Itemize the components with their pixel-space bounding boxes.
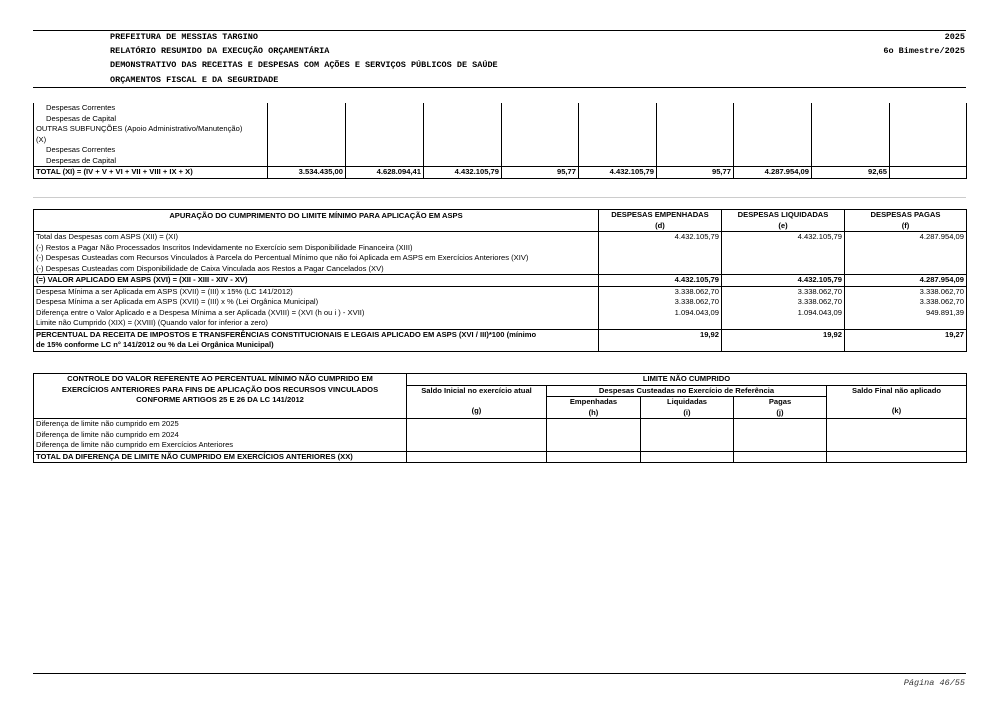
cell: [502, 156, 579, 167]
cell: [812, 156, 890, 167]
cell: [502, 145, 579, 156]
cell-value: 4.432.105,79: [722, 232, 845, 243]
cell: [579, 114, 657, 125]
report-title: RELATÓRIO RESUMIDO DA EXECUÇÃO ORÇAMENTÁRIA: [110, 46, 330, 56]
table-row: [34, 419, 967, 430]
label-line: de 15% conforme LC n° 141/2012 ou % da Lei Orgânica Municipal): [36, 340, 274, 349]
row-label: Diferença de limite não cumprido em Exercícios Anteriores: [34, 440, 407, 451]
percent-row: [34, 329, 967, 351]
table-row: [34, 264, 967, 275]
cell: [812, 124, 890, 135]
year: 2025: [944, 32, 965, 42]
cell: [346, 124, 424, 135]
row-label: [34, 329, 599, 351]
col-label: DESPESAS PAGAS: [870, 210, 941, 219]
col-sub: (e): [778, 220, 788, 230]
cell: [812, 135, 890, 146]
cell: [657, 156, 734, 167]
row-label: OUTRAS SUBFUNÇÕES (Apoio Administrativo/Manutenção): [34, 124, 268, 135]
cell-value: [845, 243, 967, 254]
cell-value: [722, 243, 845, 254]
cell-value: 3.338.062,70: [599, 286, 722, 297]
cell-value: 4.432.105,79: [722, 275, 845, 287]
cell: [268, 156, 346, 167]
row-label: Diferença entre o Valor Aplicado e a Despesa Mínima a ser Aplicada (XVIII) = (XVI (h ou i ) - XVII): [34, 308, 599, 319]
cell: [424, 103, 502, 114]
divider: [33, 197, 966, 198]
cell-value: [845, 253, 967, 264]
label-line: PERCENTUAL DA RECEITA DE IMPOSTOS E TRANSFERÊNCIAS CONSTITUCIONAIS E LEGAIS APLICADO EM ASPS (XVI / III)*100 (mínimo: [36, 329, 537, 339]
table-row: [34, 297, 967, 308]
cell-value: 92,65: [812, 167, 890, 179]
cell-value: 4.628.094,41: [346, 167, 424, 179]
despesas-header: Despesas Custeadas no Exercício de Referência: [547, 385, 827, 397]
liquidadas-header: [641, 397, 734, 419]
total-row: [34, 167, 967, 179]
cell-value: 4.287.954,09: [734, 167, 812, 179]
row-label: (X): [34, 135, 268, 146]
cell: [734, 103, 812, 114]
cell: [346, 114, 424, 125]
label: (j): [776, 407, 784, 417]
cell-value: [845, 264, 967, 275]
table-row: [34, 103, 967, 114]
label: Saldo Final não aplicado: [852, 385, 942, 395]
cell: [657, 103, 734, 114]
cell: [812, 114, 890, 125]
cell: [268, 135, 346, 146]
cell: [502, 114, 579, 125]
cell: [268, 124, 346, 135]
cell: [579, 124, 657, 135]
col-empenhadas: [599, 210, 722, 232]
table-row: [34, 135, 967, 146]
cell: [268, 103, 346, 114]
row-label: Despesas Correntes: [34, 103, 268, 114]
col-label: DESPESAS LIQUIDADAS: [737, 210, 829, 219]
table-row: [34, 124, 967, 135]
unfulfilled-limit-table: [33, 373, 967, 463]
cell: [734, 145, 812, 156]
label: (i): [683, 407, 691, 417]
period: 6o Bimestre/2025: [883, 46, 965, 56]
cell: [890, 145, 967, 156]
col-liquidadas: [722, 210, 845, 232]
title-line: EXERCÍCIOS ANTERIORES PARA FINS DE APLICAÇÃO DOS RECURSOS VINCULADOS: [61, 384, 379, 394]
table-row: [34, 430, 967, 441]
cell-value: 3.338.062,70: [722, 297, 845, 308]
limite-header: LIMITE NÃO CUMPRIDO: [407, 374, 967, 386]
table-row: [34, 114, 967, 125]
total-row: [34, 451, 967, 463]
cell-value: 4.432.105,79: [579, 167, 657, 179]
row-label: (-) Despesas Custeadas com Disponibilidade de Caixa Vinculada aos Restos a Pagar Cancelados (XV): [34, 264, 599, 275]
asps-limit-table: [33, 209, 967, 352]
table-row: [34, 145, 967, 156]
cell-value: 19,92: [599, 329, 722, 351]
row-label: TOTAL (XI) = (IV + V + VI + VII + VIII + IX + X): [34, 167, 268, 179]
cell: [657, 135, 734, 146]
row-label: Diferença de limite não cumprido em 2024: [34, 430, 407, 441]
cell: [734, 114, 812, 125]
cell-value: [599, 243, 722, 254]
cell: [268, 114, 346, 125]
label: (g): [471, 406, 482, 415]
cell-value: 1.094.043,09: [599, 308, 722, 319]
row-label: Despesas Correntes: [34, 145, 268, 156]
row-label: Despesa Mínima a ser Aplicada em ASPS (XVII) = (III) x % (Lei Orgânica Municipal): [34, 297, 599, 308]
row-label: Despesas de Capital: [34, 114, 268, 125]
row-label: Limite não Cumprido (XIX) = (XVIII) (Quando valor for inferior a zero): [34, 318, 599, 329]
cell-value: 3.534.435,00: [268, 167, 346, 179]
cell: [890, 156, 967, 167]
cell-value: 19,92: [722, 329, 845, 351]
cell-value: [722, 264, 845, 275]
cell: [502, 135, 579, 146]
report-subtitle: DEMONSTRATIVO DAS RECEITAS E DESPESAS COM AÇÕES E SERVIÇOS PÚBLICOS DE SAÚDE: [110, 60, 498, 70]
divider: [33, 87, 966, 88]
page-number: Página 46/55: [903, 678, 965, 688]
cell-value: 3.338.062,70: [599, 297, 722, 308]
cell-value: 1.094.043,09: [722, 308, 845, 319]
cell: [734, 135, 812, 146]
cell-value: [890, 167, 967, 179]
municipality: PREFEITURA DE MESSIAS TARGINO: [110, 32, 258, 42]
cell-value: 4.432.105,79: [599, 275, 722, 287]
saldo-final-header: [827, 385, 967, 419]
cell: [424, 135, 502, 146]
cell-value: 4.432.105,79: [599, 232, 722, 243]
row-label: (=) VALOR APLICADO EM ASPS (XVI) = (XII - XIII - XIV - XV): [34, 275, 599, 287]
table-row: [34, 156, 967, 167]
cell: [890, 103, 967, 114]
table-row: [34, 286, 967, 297]
cell: [268, 145, 346, 156]
row-label: Despesa Mínima a ser Aplicada em ASPS (XVII) = (III) x 15% (LC 141/2012): [34, 286, 599, 297]
cell: [424, 145, 502, 156]
title-line: CONFORME ARTIGOS 25 E 26 DA LC 141/2012: [136, 395, 304, 404]
cell: [890, 135, 967, 146]
cell: [346, 135, 424, 146]
asps-title: APURAÇÃO DO CUMPRIMENTO DO LIMITE MÍNIMO PARA APLICAÇÃO EM ASPS: [34, 210, 599, 232]
col-pagas: [845, 210, 967, 232]
cell-value: 949.891,39: [845, 308, 967, 319]
divider: [33, 30, 966, 31]
cell-value: [722, 318, 845, 329]
cell: [346, 103, 424, 114]
label: Pagas: [768, 397, 792, 406]
cell: [424, 156, 502, 167]
empenhadas-header: [547, 397, 641, 419]
col-sub: (f): [901, 220, 910, 230]
cell: [657, 145, 734, 156]
cell: [812, 103, 890, 114]
table-row: [34, 318, 967, 329]
cell: [579, 103, 657, 114]
cell: [579, 156, 657, 167]
row-label: Diferença de limite não cumprido em 2025: [34, 419, 407, 430]
cell: [502, 103, 579, 114]
cell-value: [722, 253, 845, 264]
cell: [657, 114, 734, 125]
budget-scope: ORÇAMENTOS FISCAL E DA SEGURIDADE: [110, 75, 279, 85]
cell: [734, 124, 812, 135]
cell-value: 95,77: [657, 167, 734, 179]
label: (k): [891, 406, 902, 415]
row-label: (-) Despesas Custeadas com Recursos Vinculados à Parcela do Percentual Mínimo que não foi Aplicada em ASPS em Exercícios Anteriores (XIV): [34, 253, 599, 264]
cell: [346, 145, 424, 156]
cell: [579, 145, 657, 156]
cell: [424, 124, 502, 135]
cell: [502, 124, 579, 135]
cell: [657, 124, 734, 135]
cell-value: 19,27: [845, 329, 967, 351]
cell: [890, 114, 967, 125]
row-label: (-) Restos a Pagar Não Processados Inscritos Indevidamente no Exercício sem Disponibilidade Financeira (XIII): [34, 243, 599, 254]
label: Saldo Inicial no exercício atual: [421, 385, 532, 395]
cell: [734, 156, 812, 167]
expenses-table: [33, 103, 967, 179]
cell: [346, 156, 424, 167]
table-row: [34, 232, 967, 243]
cell-value: [599, 264, 722, 275]
divider: [33, 673, 966, 674]
label: (h): [588, 407, 599, 417]
saldo-inicial-header: [407, 385, 547, 419]
cell: [424, 114, 502, 125]
cell-value: 95,77: [502, 167, 579, 179]
total-row: [34, 275, 967, 287]
cell-value: 3.338.062,70: [845, 286, 967, 297]
cell: [812, 145, 890, 156]
cell-value: [845, 318, 967, 329]
cell-value: 4.287.954,09: [845, 232, 967, 243]
cell-value: [599, 318, 722, 329]
table-row: [34, 253, 967, 264]
title-line: CONTROLE DO VALOR REFERENTE AO PERCENTUAL MÍNIMO NÃO CUMPRIDO EM: [67, 374, 373, 383]
cell-value: 4.432.105,79: [424, 167, 502, 179]
cell-value: [599, 253, 722, 264]
cell-value: 3.338.062,70: [845, 297, 967, 308]
cell: [890, 124, 967, 135]
col-sub: (d): [655, 220, 665, 230]
label: Liquidadas: [666, 397, 708, 406]
row-label: Despesas de Capital: [34, 156, 268, 167]
label: Empenhadas: [569, 397, 618, 406]
cell-value: 3.338.062,70: [722, 286, 845, 297]
row-label: TOTAL DA DIFERENÇA DE LIMITE NÃO CUMPRIDO EM EXERCÍCIOS ANTERIORES (XX): [34, 451, 407, 463]
cell: [579, 135, 657, 146]
table-row: [34, 440, 967, 451]
cell-value: 4.287.954,09: [845, 275, 967, 287]
col-label: DESPESAS EMPENHADAS: [611, 210, 709, 219]
table-row: [34, 308, 967, 319]
table-row: [34, 243, 967, 254]
pagas-header: [734, 397, 827, 419]
control-title: [34, 374, 407, 419]
row-label: Total das Despesas com ASPS (XII) = (XI): [34, 232, 599, 243]
